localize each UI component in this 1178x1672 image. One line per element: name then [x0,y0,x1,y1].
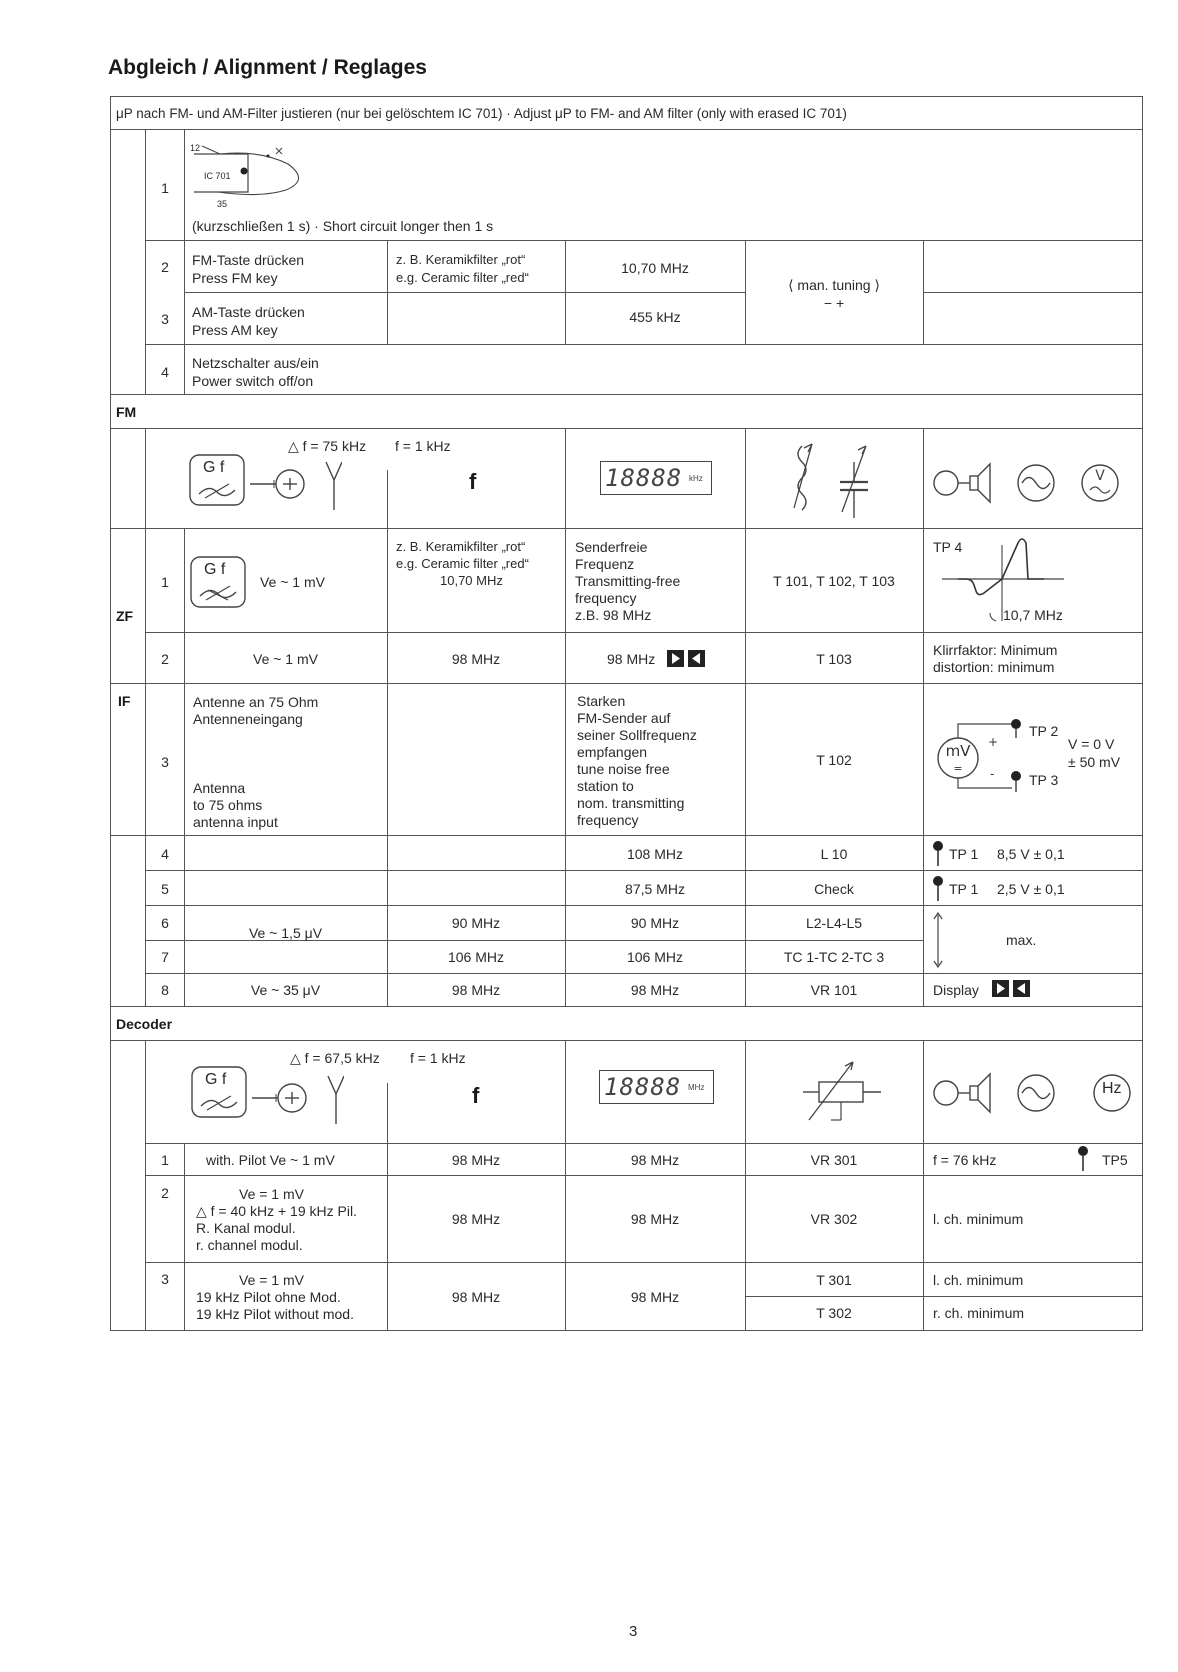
step-text-de: Netzschalter aus/ein [192,355,319,371]
deviation: △ f = 67,5 kHz [290,1050,380,1066]
tuned-frequency: 98 MHz [630,1152,680,1168]
step-number: 1 [161,180,169,196]
frequency-line: tune noise free [577,761,670,777]
page-title: Abgleich / Alignment / Reglages [108,56,427,79]
svg-text:+: + [988,735,999,749]
step-text-en: Press AM key [192,322,278,338]
meter-unit: Hz [1102,1080,1122,1097]
condition-line: Ve = 1 mV [239,1272,304,1288]
frequency-display-icon [600,461,712,495]
adjust-coil: T 301 [816,1272,852,1288]
step-text-de: FM-Taste drücken [192,252,305,268]
frequency-line: FM-Sender auf [577,710,671,726]
note: l. ch. minimum [933,1272,1024,1288]
target-voltage: 2,5 V ± 0,1 [997,881,1065,897]
display-digits: 18888 [604,1073,682,1101]
step-text-de: AM-Taste drücken [192,304,305,320]
generator-label: G f [203,459,225,476]
frequency-line: Frequenz [575,556,635,572]
adjust-coil: Check [814,881,854,897]
svg-text:-: - [990,767,995,781]
note-line: distortion: minimum [933,659,1055,675]
input-level: with. Pilot Ve ~ 1 mV [206,1152,335,1168]
display-unit: MHz [688,1083,705,1092]
step-number: 4 [161,364,169,380]
generator-frequency: 98 MHz [451,1211,501,1227]
step-number: 3 [161,311,169,327]
adjust-coil: T 302 [816,1305,852,1321]
center-frequency: 10,7 MHz [1003,607,1063,623]
frequency-display-icon [599,1070,714,1104]
note: l. ch. minimum [933,1211,1024,1227]
test-point: TP 4 [933,539,963,555]
filter-line: e.g. Ceramic filter „red“ [396,556,529,571]
display-unit: kHz [689,474,703,483]
filter-de: z. B. Keramikfilter „rot“ [396,252,526,267]
display-note: Display [933,982,979,998]
note: r. ch. minimum [933,1305,1025,1321]
frequency-line: seiner Sollfrequenz [577,727,697,743]
condition-line: 19 kHz Pilot without mod. [196,1306,354,1322]
generator-frequency: 90 MHz [451,915,501,931]
adjust-coil: L2-L4-L5 [805,915,863,931]
step-number: 1 [161,574,169,590]
antenna-icon [250,458,342,510]
tuned-frequency: 98 MHz [630,982,680,998]
adjust-coil: T 102 [816,752,852,768]
generator-frequency: 106 MHz [447,949,505,965]
generator-frequency: 98 MHz [451,982,501,998]
potentiometer-icon [803,1058,883,1126]
frequency-line: Transmitting-free [575,573,681,589]
svg-text:V: V [1095,468,1105,484]
input-level: Ve ~ 1 mV [260,574,325,590]
generator-frequency: 98 MHz [451,651,501,667]
tuned-frequency: 106 MHz [626,949,684,965]
maximum-label: max. [1006,932,1037,948]
measurement-instruments-icon [932,458,1136,508]
section-label-if: IF [118,693,131,709]
adjust-trimmer: VR 101 [810,982,858,998]
antenna-en: Antenna [193,780,246,796]
condition-line: r. channel modul. [196,1237,303,1253]
step-number: 2 [161,259,169,275]
tuning-coil-capacitor-icon [782,438,892,520]
antenna-en: to 75 ohms [193,797,263,813]
step-number: 8 [161,982,169,998]
step-number: 2 [161,651,169,667]
generator-frequency: 98 MHz [451,1289,501,1305]
frequency: 87,5 MHz [625,881,685,897]
step-number: 6 [161,915,169,931]
condition-line: Ve = 1 mV [239,1186,304,1202]
input-level: Ve ~ 35 μV [250,982,321,998]
deviation: △ f = 75 kHz [288,438,367,454]
adjust-coil: L 10 [820,846,848,862]
step-text-en: Power switch off/on [192,373,314,389]
section-label-fm: FM [116,404,137,420]
step-text: (kurzschließen 1 s) · Short circuit longer then 1 s [192,218,494,234]
test-point: TP5 [1102,1152,1128,1168]
test-point: TP 1 [949,846,979,862]
test-point-2: TP 2 [1029,723,1059,739]
generator-frequency: 98 MHz [451,1152,501,1168]
manual-tuning: ⟨ man. tuning ⟩ [788,277,880,293]
frequency: 108 MHz [626,846,684,862]
filter-line: z. B. Keramikfilter „rot“ [396,539,526,554]
antenna-icon [252,1072,344,1124]
filter-en: e.g. Ceramic filter „red“ [396,270,529,285]
svg-text:=: = [953,762,963,775]
frequency: 10,70 MHz [621,260,689,276]
frequency-line: nom. transmitting [577,795,685,811]
maximum-arrow-icon [932,911,944,969]
step-text-en: Press FM key [192,270,278,286]
tuning-sign: − + [823,295,845,311]
antenna-de: Antenneneingang [193,711,303,727]
frequency-line: Senderfreie [575,539,648,555]
condition-line: △ f = 40 kHz + 19 kHz Pil. [196,1203,357,1219]
frequency-line: frequency [575,590,637,606]
short-circuit-icon [190,140,320,202]
frequency-line: z.B. 98 MHz [575,607,652,623]
chip-label: IC 701 [204,171,231,181]
test-point-3: TP 3 [1029,772,1059,788]
antenna-en: antenna input [193,814,278,830]
adjust-trimmer: TC 1-TC 2-TC 3 [783,949,885,965]
voltage-tolerance: ± 50 mV [1068,754,1121,770]
tuned-frequency: 90 MHz [630,915,680,931]
tuned-frequency: 98 MHz [607,651,656,667]
tune-buttons-icon [992,980,1030,1003]
mod-frequency: f = 1 kHz [410,1050,466,1066]
antenna-de: Antenne an 75 Ohm [193,694,319,710]
input-level: Ve ~ 1 mV [253,651,318,667]
condition-line: 19 kHz Pilot ohne Mod. [196,1289,341,1305]
frequency-line: station to [577,778,634,794]
section-label-zf: ZF [116,608,134,624]
adjust-trimmer: VR 302 [810,1211,858,1227]
section-label-decoder: Decoder [116,1016,173,1032]
page-number: 3 [629,1623,638,1640]
tuned-frequency: 98 MHz [630,1211,680,1227]
svg-text:mV: mV [945,742,971,760]
note: f = 76 kHz [933,1152,997,1168]
step-number: 2 [161,1185,169,1201]
tune-up-button-icon [667,650,705,673]
condition-line: R. Kanal modul. [196,1220,296,1236]
adjust-coil: T 103 [816,651,852,667]
target-voltage: 8,5 V ± 0,1 [997,846,1065,862]
step-number: 7 [161,949,169,965]
step-number: 5 [161,881,169,897]
generator-label: G f [205,1071,227,1088]
frequency-line: empfangen [577,744,648,760]
display-digits: 18888 [605,464,683,492]
adjust-trimmer: VR 301 [810,1152,858,1168]
frequency-symbol: f [469,469,477,494]
mod-frequency: f = 1 kHz [395,438,451,454]
test-probe-icon [932,840,944,866]
pin-top-label: 12 [190,143,201,153]
note-line: Klirrfaktor: Minimum [933,642,1058,658]
filter-line: 10,70 MHz [440,573,503,588]
step-number: 1 [161,1152,169,1168]
input-level: Ve ~ 1,5 μV [248,925,323,941]
intro-text: μP nach FM- und AM-Filter justieren (nur bei gelöschtem IC 701) · Adjust μP to FM- and AM filter (only with erased IC 701) [116,106,847,121]
test-point: TP 1 [949,881,979,897]
pin-bottom-label: 35 [217,199,228,209]
voltage-zero: V = 0 V [1068,736,1115,752]
step-number: 3 [161,1271,169,1287]
frequency-line: frequency [577,812,639,828]
frequency-symbol: f [472,1083,480,1108]
frequency-line: Starken [577,693,626,709]
adjust-coils: T 101, T 102, T 103 [773,573,895,589]
frequency: 455 kHz [629,309,681,325]
step-number: 4 [161,846,169,862]
generator-label: G f [204,561,226,578]
test-probe-icon [932,875,944,901]
test-probe-icon [1077,1145,1089,1171]
tuned-frequency: 98 MHz [630,1289,680,1305]
step-number: 3 [161,754,169,770]
